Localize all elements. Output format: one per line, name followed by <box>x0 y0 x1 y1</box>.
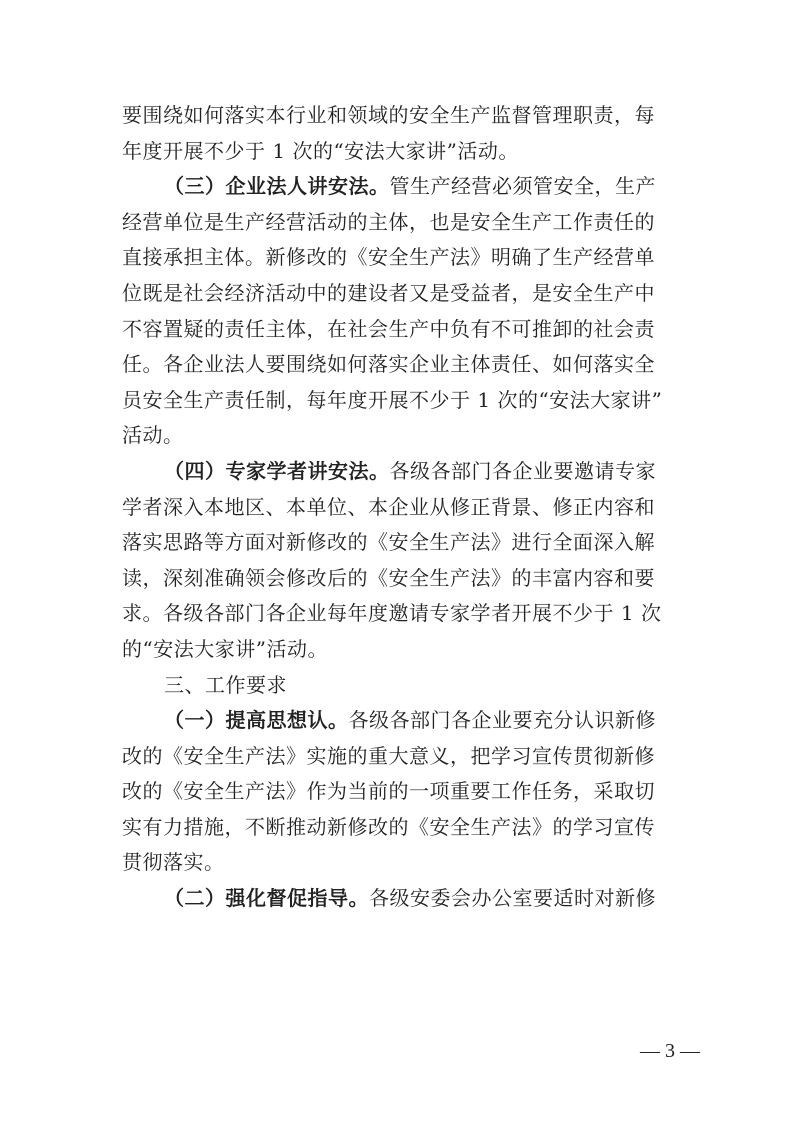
text-line <box>122 454 682 490</box>
text-line <box>122 632 682 668</box>
text-line <box>122 169 682 205</box>
line-text: 年度开展不少于 1 次的“安法大家讲”活动。 <box>122 138 519 163</box>
line-text: 求。各级各部门各企业每年度邀请专家学者开展不少于 1 次 <box>122 601 662 626</box>
text-line <box>122 774 682 810</box>
line-text: 各级安委会办公室要适时对新修 <box>369 886 656 911</box>
text-line <box>122 205 682 241</box>
text-line <box>122 383 682 419</box>
subsection-title: （四）专家学者讲安法。 <box>164 458 390 483</box>
text-line <box>122 240 682 276</box>
text-line <box>122 347 682 383</box>
text-line <box>122 98 682 134</box>
line-text: 实有力措施，不断推动新修改的《安全生产法》的学习宣传 <box>122 814 655 839</box>
line-text: 活动。 <box>122 423 184 448</box>
page-number: — 3 — <box>640 1040 700 1062</box>
line-text: 的“安法大家讲”活动。 <box>122 636 328 661</box>
text-line <box>122 525 682 561</box>
subsection-title: （三）企业法人讲安法。 <box>164 174 390 199</box>
text-line <box>122 276 682 312</box>
text-line <box>122 739 682 775</box>
line-text: 经营单位是生产经营活动的主体，也是安全生产工作责任的 <box>122 209 655 234</box>
text-line <box>122 490 682 526</box>
text-line <box>122 596 682 632</box>
section-heading <box>122 668 682 704</box>
line-text: 三、工作要求 <box>164 672 287 697</box>
line-text: 位既是社会经济活动中的建设者又是受益者，是安全生产中 <box>122 280 655 305</box>
line-text: 各级各部门各企业要充分认识新修 <box>348 708 656 733</box>
line-text: 要围绕如何落实本行业和领域的安全生产监督管理职责，每 <box>122 103 655 127</box>
body-text <box>122 98 682 917</box>
text-line <box>122 810 682 846</box>
line-text: 任。各企业法人要围绕如何落实企业主体责任、如何落实全 <box>122 352 655 377</box>
line-text: 学者深入本地区、本单位、本企业从修正背景、修正内容和 <box>122 494 655 519</box>
text-line <box>122 418 682 454</box>
line-text: 改的《安全生产法》作为当前的一项重要工作任务，采取切 <box>122 779 655 804</box>
text-line <box>122 703 682 739</box>
line-text: 读，深刻准确领会修改后的《安全生产法》的丰富内容和要 <box>122 565 655 590</box>
text-line <box>122 134 682 170</box>
line-text: 改的《安全生产法》实施的重大意义，把学习宣传贯彻新修 <box>122 743 655 768</box>
text-line <box>122 845 682 881</box>
line-text: 直接承担主体。新修改的《安全生产法》明确了生产经营单 <box>122 245 655 270</box>
subsection-title: （一）提高思想认。 <box>164 708 349 733</box>
line-text: 不容置疑的责任主体，在社会生产中负有不可推卸的社会责 <box>122 316 655 341</box>
text-line <box>122 881 682 917</box>
line-text: 落实思路等方面对新修改的《安全生产法》进行全面深入解 <box>122 530 655 555</box>
line-text: 各级各部门各企业要邀请专家 <box>389 458 656 483</box>
line-text: 贯彻落实。 <box>122 850 225 875</box>
text-line <box>122 561 682 597</box>
subsection-title: （二）强化督促指导。 <box>164 886 369 911</box>
line-text: 员安全生产责任制，每年度开展不少于 1 次的“安法大家讲” <box>122 387 663 412</box>
line-text: 管生产经营必须管安全，生产 <box>389 174 656 199</box>
text-line <box>122 312 682 348</box>
